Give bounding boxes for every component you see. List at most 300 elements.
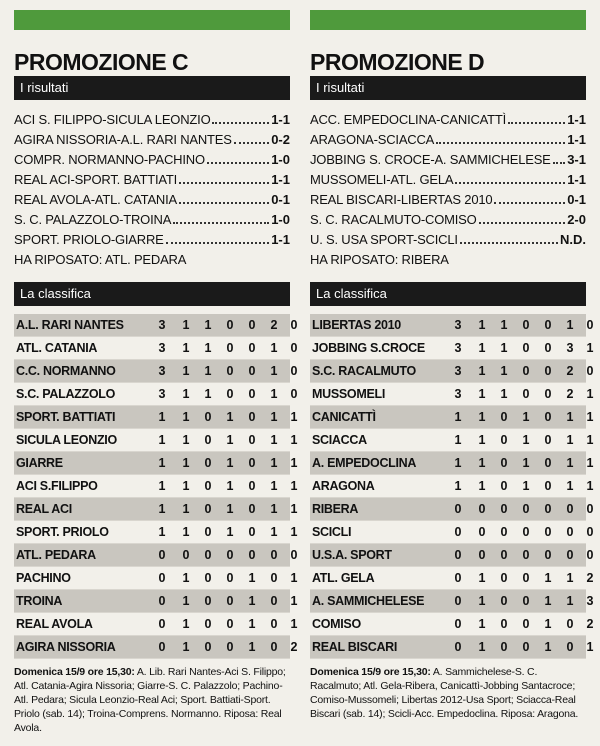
stat-value: 0	[500, 617, 508, 631]
stat-value: 3	[158, 341, 166, 355]
leader-dots	[494, 190, 565, 204]
stat-value: 1	[226, 479, 234, 493]
stat-value: 0	[522, 502, 530, 516]
stat-value: 1	[290, 410, 298, 424]
stat-value: 1	[478, 640, 486, 654]
result-row	[310, 110, 586, 130]
stat-value: 1	[454, 410, 462, 424]
stat-value: 1	[478, 410, 486, 424]
stat-value: 1	[158, 433, 166, 447]
standings-row	[310, 590, 594, 613]
stat-value: 1	[158, 525, 166, 539]
stat-value: 3	[586, 594, 594, 608]
stat-value: 0	[500, 433, 508, 447]
fixtures-date: Domenica 15/9 ore 15,30:	[14, 666, 135, 678]
stat-value: 1	[586, 479, 594, 493]
stat-value: 1	[478, 456, 486, 470]
stat-value: 1	[478, 571, 486, 585]
stat-value: 0	[204, 456, 212, 470]
stat-value: 1	[586, 341, 594, 355]
result-match: ACC. EMPEDOCLINA-CANICATTÌ	[310, 112, 507, 127]
team-name: REAL AVOLA	[16, 617, 93, 631]
standings-row	[310, 613, 594, 636]
standings-row	[14, 314, 298, 337]
stat-value: 0	[566, 525, 574, 539]
standings-row	[14, 521, 298, 544]
stat-value: 1	[566, 410, 574, 424]
stat-value: 1	[478, 318, 486, 332]
stat-value: 0	[204, 525, 212, 539]
stat-value: 1	[182, 640, 190, 654]
stat-value: 0	[248, 410, 256, 424]
team-name: ARAGONA	[312, 479, 375, 493]
stat-value: 2	[586, 571, 594, 585]
team-name: LIBERTAS 2010	[312, 318, 401, 332]
stat-value: 0	[544, 433, 552, 447]
stat-value: 1	[290, 571, 298, 585]
stat-value: 1	[270, 364, 278, 378]
stat-value: 3	[158, 318, 166, 332]
stat-value: 0	[226, 318, 234, 332]
stat-value: 0	[270, 617, 278, 631]
team-name: REAL ACI	[16, 502, 72, 516]
stat-value: 0	[290, 318, 298, 332]
stat-value: 1	[478, 364, 486, 378]
fixtures-date: Domenica 15/9 ore 15,30:	[310, 666, 431, 678]
team-name: SPORT. BATTIATI	[16, 410, 116, 424]
stat-value: 0	[454, 548, 462, 562]
stat-value: 0	[522, 571, 530, 585]
stat-value: 0	[204, 594, 212, 608]
stat-value: 0	[204, 640, 212, 654]
stat-value: 0	[248, 502, 256, 516]
green-header-bar	[310, 10, 586, 30]
team-name: REAL BISCARI	[312, 640, 398, 654]
team-name: TROINA	[16, 594, 63, 608]
stat-value: 0	[226, 387, 234, 401]
stat-value: 0	[204, 548, 212, 562]
stat-value: 1	[270, 525, 278, 539]
stat-value: 0	[544, 410, 552, 424]
standings-row	[14, 636, 298, 659]
team-name: ATL. PEDARA	[16, 548, 96, 562]
stat-value: 1	[248, 617, 256, 631]
team-name: MUSSOMELI	[312, 387, 385, 401]
result-row	[14, 130, 290, 150]
team-name: S.C. PALAZZOLO	[16, 387, 116, 401]
result-score: 2-0	[567, 212, 586, 227]
team-name: JOBBING S.CROCE	[312, 341, 425, 355]
stat-value: 1	[226, 410, 234, 424]
stat-value: 0	[204, 479, 212, 493]
stat-value: 1	[248, 640, 256, 654]
stat-value: 0	[522, 387, 530, 401]
stat-value: 0	[454, 525, 462, 539]
leader-dots	[173, 210, 269, 224]
result-match: ARAGONA-SCIACCA	[310, 132, 435, 147]
team-name: AGIRA NISSORIA	[16, 640, 116, 654]
result-match: AGIRA NISSORIA-A.L. RARI NANTES	[14, 132, 232, 147]
stat-value: 0	[454, 617, 462, 631]
stat-value: 1	[158, 502, 166, 516]
stat-value: 1	[226, 456, 234, 470]
team-name: A.L. RARI NANTES	[16, 318, 124, 332]
stat-value: 1	[290, 456, 298, 470]
stat-value: 1	[454, 479, 462, 493]
team-name: COMISO	[312, 617, 361, 631]
result-match: REAL AVOLA-ATL. CATANIA	[14, 192, 178, 207]
team-name: PACHINO	[16, 571, 71, 585]
stat-value: 0	[270, 571, 278, 585]
stat-value: 1	[290, 525, 298, 539]
stat-value: 1	[500, 387, 508, 401]
stat-value: 0	[478, 502, 486, 516]
stat-value: 1	[544, 640, 552, 654]
result-match: ACI S. FILIPPO-SICULA LEONZIO	[14, 112, 211, 127]
stat-value: 0	[248, 364, 256, 378]
result-row	[14, 170, 290, 190]
stat-value: 0	[500, 479, 508, 493]
leader-dots	[508, 110, 565, 124]
result-row	[310, 130, 586, 150]
stat-value: 0	[248, 456, 256, 470]
stat-value: 1	[182, 410, 190, 424]
stat-value: 1	[270, 387, 278, 401]
stat-value: 2	[270, 318, 278, 332]
team-name: A. EMPEDOCLINA	[312, 456, 417, 470]
standings-row	[310, 544, 594, 567]
stat-value: 0	[500, 594, 508, 608]
results-list	[14, 110, 290, 270]
stat-value: 0	[226, 548, 234, 562]
stat-value: 0	[544, 318, 552, 332]
green-header-bar	[14, 10, 290, 30]
team-name: S.C. RACALMUTO	[312, 364, 416, 378]
stat-value: 1	[544, 617, 552, 631]
standings-row	[310, 636, 594, 659]
stat-value: 1	[182, 387, 190, 401]
stat-value: 0	[586, 318, 594, 332]
stat-value: 1	[270, 456, 278, 470]
rest-note	[14, 250, 290, 270]
stat-value: 0	[522, 318, 530, 332]
stat-value: 1	[226, 502, 234, 516]
stat-value: 0	[226, 640, 234, 654]
stat-value: 0	[248, 387, 256, 401]
team-name: ACI S.FILIPPO	[16, 479, 98, 493]
stat-value: 0	[290, 387, 298, 401]
next-fixtures	[14, 665, 290, 735]
stat-value: 1	[290, 502, 298, 516]
result-score: 1-1	[271, 112, 290, 127]
stat-value: 1	[586, 640, 594, 654]
stat-value: 0	[544, 456, 552, 470]
stat-value: 0	[522, 594, 530, 608]
team-name: U.S.A. SPORT	[312, 548, 392, 562]
team-name: GIARRE	[16, 456, 63, 470]
stat-value: 3	[454, 318, 462, 332]
stat-value: 1	[270, 341, 278, 355]
stat-value: 0	[478, 548, 486, 562]
stat-value: 1	[500, 318, 508, 332]
stat-value: 1	[248, 594, 256, 608]
leader-dots	[455, 170, 565, 184]
result-score: 3-1	[567, 152, 586, 167]
stat-value: 3	[566, 341, 574, 355]
stat-value: 1	[586, 387, 594, 401]
leader-dots	[207, 150, 269, 164]
stat-value: 1	[566, 456, 574, 470]
stat-value: 0	[544, 502, 552, 516]
result-match: U. S. USA SPORT-SCICLI	[310, 232, 458, 247]
results-header: I risultati	[14, 76, 290, 100]
result-match: REAL BISCARI-LIBERTAS 2010	[310, 192, 493, 207]
stat-value: 1	[226, 525, 234, 539]
standings-row	[310, 567, 594, 590]
stat-value: 1	[566, 318, 574, 332]
stat-value: 0	[544, 341, 552, 355]
stat-value: 1	[182, 318, 190, 332]
stat-value: 1	[566, 571, 574, 585]
stat-value: 1	[270, 502, 278, 516]
stat-value: 0	[204, 617, 212, 631]
stat-value: 0	[478, 525, 486, 539]
stat-value: 0	[204, 410, 212, 424]
stat-value: 0	[454, 594, 462, 608]
stat-value: 1	[566, 594, 574, 608]
result-score: 0-1	[567, 192, 586, 207]
result-row	[14, 210, 290, 230]
result-score: 0-1	[271, 192, 290, 207]
stat-value: 1	[182, 502, 190, 516]
stat-value: 1	[478, 341, 486, 355]
standings-row	[310, 452, 594, 475]
result-row	[310, 170, 586, 190]
result-match: COMPR. NORMANNO-PACHINO	[14, 152, 205, 167]
stat-value: 0	[586, 502, 594, 516]
standings-row	[14, 498, 298, 521]
stat-value: 0	[500, 571, 508, 585]
standings-row	[310, 521, 594, 544]
result-row	[310, 150, 586, 170]
stat-value: 1	[158, 479, 166, 493]
leader-dots	[179, 170, 269, 184]
stat-value: 0	[544, 548, 552, 562]
stat-value: 0	[226, 341, 234, 355]
stat-value: 0	[270, 640, 278, 654]
stat-value: 1	[290, 594, 298, 608]
stat-value: 1	[566, 433, 574, 447]
stat-value: 0	[500, 456, 508, 470]
team-name: RIBERA	[312, 502, 359, 516]
stat-value: 0	[204, 433, 212, 447]
team-name: CANICATTÌ	[312, 410, 376, 424]
stat-value: 1	[182, 525, 190, 539]
leader-dots	[460, 230, 558, 244]
standings-header: La classifica	[14, 282, 290, 306]
stat-value: 2	[290, 640, 298, 654]
stat-value: 0	[522, 364, 530, 378]
leader-dots	[212, 110, 269, 124]
stat-value: 0	[566, 640, 574, 654]
stat-value: 0	[454, 571, 462, 585]
result-match: REAL ACI-SPORT. BATTIATI	[14, 172, 178, 187]
stat-value: 1	[586, 410, 594, 424]
stat-value: 1	[586, 433, 594, 447]
result-score: 1-0	[271, 152, 290, 167]
stat-value: 1	[182, 456, 190, 470]
team-name: SICULA LEONZIO	[16, 433, 117, 447]
stat-value: 0	[544, 479, 552, 493]
result-row	[310, 230, 586, 250]
stat-value: 1	[522, 433, 530, 447]
stat-value: 1	[290, 617, 298, 631]
stat-value: 0	[586, 364, 594, 378]
stat-value: 0	[226, 594, 234, 608]
leader-dots	[166, 230, 270, 244]
stat-value: 1	[500, 341, 508, 355]
stat-value: 1	[478, 594, 486, 608]
standings-row	[310, 314, 594, 337]
stat-value: 1	[544, 571, 552, 585]
team-name: SPORT. PRIOLO	[16, 525, 109, 539]
standings-row	[310, 406, 594, 429]
stat-value: 0	[270, 548, 278, 562]
result-score: 1-1	[567, 112, 586, 127]
standings-row	[310, 360, 594, 383]
standings-row	[14, 360, 298, 383]
leader-dots	[234, 130, 269, 144]
stat-value: 1	[522, 456, 530, 470]
stat-value: 0	[566, 617, 574, 631]
stat-value: 1	[182, 571, 190, 585]
stat-value: 0	[586, 548, 594, 562]
promozione-c-column	[14, 0, 298, 735]
stat-value: 0	[522, 548, 530, 562]
result-match: JOBBING S. CROCE-A. SAMMICHELESE	[310, 152, 551, 167]
stat-value: 1	[182, 617, 190, 631]
result-match: MUSSOMELI-ATL. GELA	[310, 172, 454, 187]
league-title: PROMOZIONE C	[14, 49, 189, 75]
stat-value: 0	[500, 525, 508, 539]
stat-value: 0	[248, 318, 256, 332]
stat-value: 0	[544, 364, 552, 378]
stat-value: 1	[586, 456, 594, 470]
stat-value: 3	[454, 387, 462, 401]
stat-value: 3	[454, 364, 462, 378]
result-row	[14, 230, 290, 250]
stat-value: 1	[454, 433, 462, 447]
team-name: ATL. CATANIA	[16, 341, 98, 355]
stat-value: 2	[566, 387, 574, 401]
stat-value: 0	[586, 525, 594, 539]
team-name: SCIACCA	[312, 433, 367, 447]
rest-text: HA RIPOSATO: ATL. PEDARA	[14, 252, 187, 267]
stat-value: 1	[182, 479, 190, 493]
stat-value: 1	[290, 433, 298, 447]
result-score: 1-1	[567, 132, 586, 147]
stat-value: 1	[478, 433, 486, 447]
stat-value: 0	[248, 341, 256, 355]
standings-row	[14, 475, 298, 498]
standings-row	[14, 337, 298, 360]
stat-value: 3	[158, 387, 166, 401]
stat-value: 0	[290, 548, 298, 562]
fixtures-list: A. Lib. Rari Nantes-Aci S. Filippo; Atl. Catania-Agira Nissoria; Giarre-S. C. Palazzolo; Pachino-Atl. Pedara; Sicula Leonzio-Real Aci; Sport. Battiati-Sport. Priolo (sab. 14); Troina-Comprens. Normanno. Riposa: Real Avola.	[14, 666, 286, 734]
stat-value: 0	[158, 594, 166, 608]
stat-value: 1	[522, 479, 530, 493]
rest-text: HA RIPOSATO: RIBERA	[310, 252, 449, 267]
standings-row	[14, 567, 298, 590]
stat-value: 1	[158, 456, 166, 470]
results-header: I risultati	[310, 76, 586, 100]
stat-value: 0	[500, 640, 508, 654]
stat-value: 1	[478, 387, 486, 401]
stat-value: 1	[290, 479, 298, 493]
leader-dots	[179, 190, 269, 204]
stat-value: 1	[248, 571, 256, 585]
stat-value: 0	[544, 387, 552, 401]
stat-value: 0	[566, 502, 574, 516]
stat-value: 0	[522, 640, 530, 654]
stat-value: 1	[454, 456, 462, 470]
stat-value: 1	[182, 433, 190, 447]
team-name: C.C. NORMANNO	[16, 364, 116, 378]
stat-value: 1	[270, 410, 278, 424]
result-score: 1-1	[271, 172, 290, 187]
standings-row	[14, 429, 298, 452]
stat-value: 1	[226, 433, 234, 447]
stat-value: 0	[522, 525, 530, 539]
stat-value: 0	[248, 479, 256, 493]
stat-value: 0	[248, 525, 256, 539]
standings-table	[14, 314, 298, 659]
stat-value: 1	[158, 410, 166, 424]
league-title: PROMOZIONE D	[310, 49, 485, 75]
stat-value: 1	[204, 341, 212, 355]
fixtures-list: A. Sammichelese-S. C. Racalmuto; Atl. Gela-Ribera, Canicattì-Jobbing Santacroce; Comiso-Mussomeli; Libertas 2012-Usa Sport; Sciacca-Real Biscari (sab. 14); Scicli-Acc. Empedoclina. Riposa: Aragona.	[310, 666, 579, 720]
standings-header: La classifica	[310, 282, 586, 306]
team-name: A. SAMMICHELESE	[312, 594, 425, 608]
result-row	[14, 110, 290, 130]
standings-row	[14, 406, 298, 429]
result-score: 1-1	[567, 172, 586, 187]
stat-value: 1	[522, 410, 530, 424]
stat-value: 0	[566, 548, 574, 562]
stat-value: 1	[478, 617, 486, 631]
stat-value: 0	[158, 571, 166, 585]
stat-value: 0	[454, 502, 462, 516]
standings-row	[310, 337, 594, 360]
leader-dots	[553, 150, 566, 164]
stat-value: 0	[158, 640, 166, 654]
stat-value: 1	[544, 594, 552, 608]
stat-value: 0	[522, 617, 530, 631]
stat-value: 3	[454, 341, 462, 355]
stat-value: 1	[182, 341, 190, 355]
result-score: N.D.	[560, 232, 586, 247]
stat-value: 0	[226, 364, 234, 378]
stat-value: 0	[290, 341, 298, 355]
result-row	[14, 150, 290, 170]
stat-value: 0	[500, 410, 508, 424]
rest-note	[310, 250, 586, 270]
stat-value: 0	[500, 548, 508, 562]
stat-value: 1	[204, 387, 212, 401]
standings-table	[310, 314, 594, 659]
stat-value: 1	[204, 318, 212, 332]
result-match: S. C. PALAZZOLO-TROINA	[14, 212, 172, 227]
